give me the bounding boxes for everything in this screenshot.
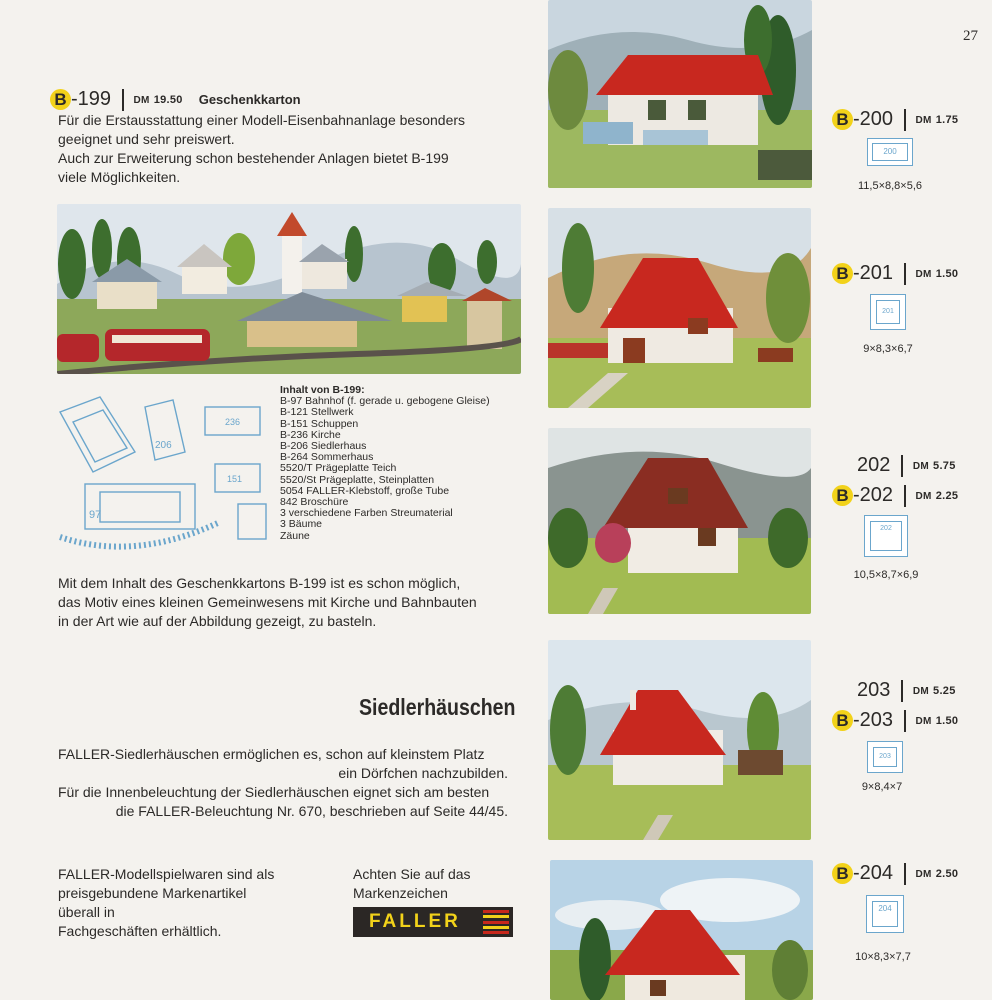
- footer-note: [58, 865, 318, 941]
- b200-price: DM 1.75: [915, 113, 959, 126]
- 203-number: 203: [857, 679, 891, 701]
- b201-header: [832, 262, 958, 285]
- divider: [904, 863, 906, 885]
- b203-badge: B: [832, 710, 853, 731]
- list-item: B-121 Stellwerk: [280, 406, 354, 419]
- diagram-label: 151: [227, 474, 243, 484]
- b204-number: -204: [853, 862, 894, 884]
- list-item: B-236 Kirche: [280, 428, 341, 441]
- box-label: 203: [873, 747, 897, 767]
- text-line: geeignet und sehr preiswert.: [58, 131, 235, 147]
- divider: [904, 710, 906, 732]
- b203-number: -203: [853, 709, 894, 731]
- 202-number: 202: [857, 454, 891, 476]
- 202-price: DM 5.75: [912, 459, 956, 472]
- text-line: FALLER-Siedlerhäuschen ermöglichen es, schon auf kleinstem Platz: [58, 746, 485, 762]
- b204-box-icon: [866, 895, 904, 933]
- divider: [904, 485, 906, 507]
- b200-badge: B: [832, 109, 853, 130]
- divider: [122, 89, 124, 111]
- b201-photo: [548, 208, 811, 408]
- b202-dimensions: 10,5×8,7×6,9: [853, 569, 919, 581]
- trademark-note: [353, 865, 523, 903]
- b199-header: [50, 88, 301, 111]
- b201-number: -201: [853, 262, 894, 284]
- b201-price: DM 1.50: [915, 267, 959, 280]
- b199-description: [58, 111, 518, 187]
- diagram-label: 206: [155, 440, 172, 451]
- 202-header: [856, 454, 956, 477]
- b200-dimensions: 11,5×8,8×5,6: [857, 180, 923, 192]
- b203-dimensions: 9×8,4×7: [861, 781, 903, 793]
- b202-header: [832, 484, 958, 507]
- box-label: 201: [876, 300, 900, 324]
- b200-header: [832, 108, 958, 131]
- box-label: 200: [872, 143, 908, 161]
- box-label: 204: [872, 901, 898, 927]
- b204-badge: B: [832, 863, 853, 884]
- page-number: 27: [963, 28, 978, 44]
- list-item: 842 Broschüre: [280, 496, 349, 509]
- text-line: Achten Sie auf das: [353, 866, 471, 882]
- box-label: 202: [870, 521, 902, 551]
- text-line: preisgebundene Markenartikel: [58, 885, 247, 901]
- b199-price: DM 19.50: [133, 93, 183, 106]
- text-line: Für die Innenbeleuchtung der Siedlerhäuschen eignet sich am besten: [58, 784, 490, 800]
- b202-box-icon: [864, 515, 908, 557]
- list-item: 5520/St Prägeplatte, Steinplatten: [280, 473, 435, 486]
- b200-photo: [548, 0, 812, 188]
- b202-number: -202: [853, 484, 894, 506]
- contents-heading: Inhalt von B-199:: [280, 384, 365, 396]
- b200-box-icon: [867, 138, 913, 166]
- b199-contents-list: [280, 385, 525, 542]
- b199-kit-diagram: [55, 392, 273, 562]
- b199-layout-photo: [57, 204, 521, 374]
- 203-price: DM 5.25: [912, 684, 956, 697]
- text-line: das Motiv eines kleinen Gemeinwesens mit Kirche und Bahnbauten: [58, 594, 477, 610]
- text-line: überall in: [58, 904, 115, 920]
- list-item: B-151 Schuppen: [280, 417, 359, 430]
- list-item: Zäune: [280, 529, 310, 542]
- list-item: B-97 Bahnhof (f. gerade u. gebogene Gleise): [280, 395, 490, 408]
- logo-stripes-icon: [483, 910, 509, 934]
- b199-title: Geschenkkarton: [198, 92, 301, 107]
- b201-box-icon: [870, 294, 906, 330]
- list-item: 5054 FALLER-Klebstoff, große Tube: [280, 484, 450, 497]
- list-item: 3 verschiedene Farben Streumaterial: [280, 507, 453, 520]
- 203-header: [856, 679, 956, 702]
- b200-number: -200: [853, 108, 894, 130]
- list-item: 5520/T Prägeplatte Teich: [280, 462, 397, 475]
- diagram-label: 236: [225, 417, 241, 427]
- b199-number: -199: [71, 88, 112, 110]
- text-line: Auch zur Erweiterung schon bestehender Anlagen bietet B-199: [58, 150, 449, 166]
- text-line: Für die Erstausstattung einer Modell-Eisenbahnanlage besonders: [58, 112, 466, 128]
- b204-dimensions: 10×8,3×7,7: [855, 951, 911, 963]
- b202-photo: [548, 428, 811, 614]
- list-item: B-206 Siedlerhaus: [280, 440, 367, 453]
- divider: [904, 263, 906, 285]
- b202-badge: B: [832, 485, 853, 506]
- b199-summary: [58, 574, 528, 631]
- list-item: 3 Bäume: [280, 518, 323, 531]
- text-line: Fachgeschäften erhältlich.: [58, 923, 222, 939]
- divider: [901, 680, 903, 702]
- text-line: FALLER-Modellspielwaren sind als: [58, 866, 275, 882]
- section-text: [58, 745, 508, 821]
- b204-price: DM 2.50: [915, 867, 959, 880]
- b204-header: [832, 862, 958, 885]
- text-line: viele Möglichkeiten.: [58, 169, 181, 185]
- text-line: ein Dörfchen nachzubilden.: [338, 765, 508, 781]
- faller-logo: [353, 907, 513, 937]
- section-title: Siedlerhäuschen: [359, 694, 516, 720]
- b199-badge: B: [50, 89, 71, 110]
- divider: [901, 455, 903, 477]
- divider: [904, 109, 906, 131]
- b203-photo: [548, 640, 811, 840]
- diagram-label: 97: [89, 509, 102, 521]
- b201-badge: B: [832, 263, 853, 284]
- text-line: die FALLER-Beleuchtung Nr. 670, beschrieben auf Seite 44/45.: [115, 803, 508, 819]
- b203-box-icon: [867, 741, 903, 773]
- list-item: B-264 Sommerhaus: [280, 451, 374, 464]
- text-line: Markenzeichen: [353, 885, 448, 901]
- text-line: in der Art wie auf der Abbildung gezeigt, zu basteln.: [58, 613, 377, 629]
- b201-dimensions: 9×8,3×6,7: [863, 343, 913, 355]
- b202-price: DM 2.25: [915, 489, 959, 502]
- logo-text: FALLER: [369, 911, 461, 932]
- b204-photo: [550, 860, 813, 1000]
- b203-header: [832, 709, 958, 732]
- text-line: Mit dem Inhalt des Geschenkkartons B-199 ist es schon möglich,: [58, 575, 461, 591]
- b203-price: DM 1.50: [915, 714, 959, 727]
